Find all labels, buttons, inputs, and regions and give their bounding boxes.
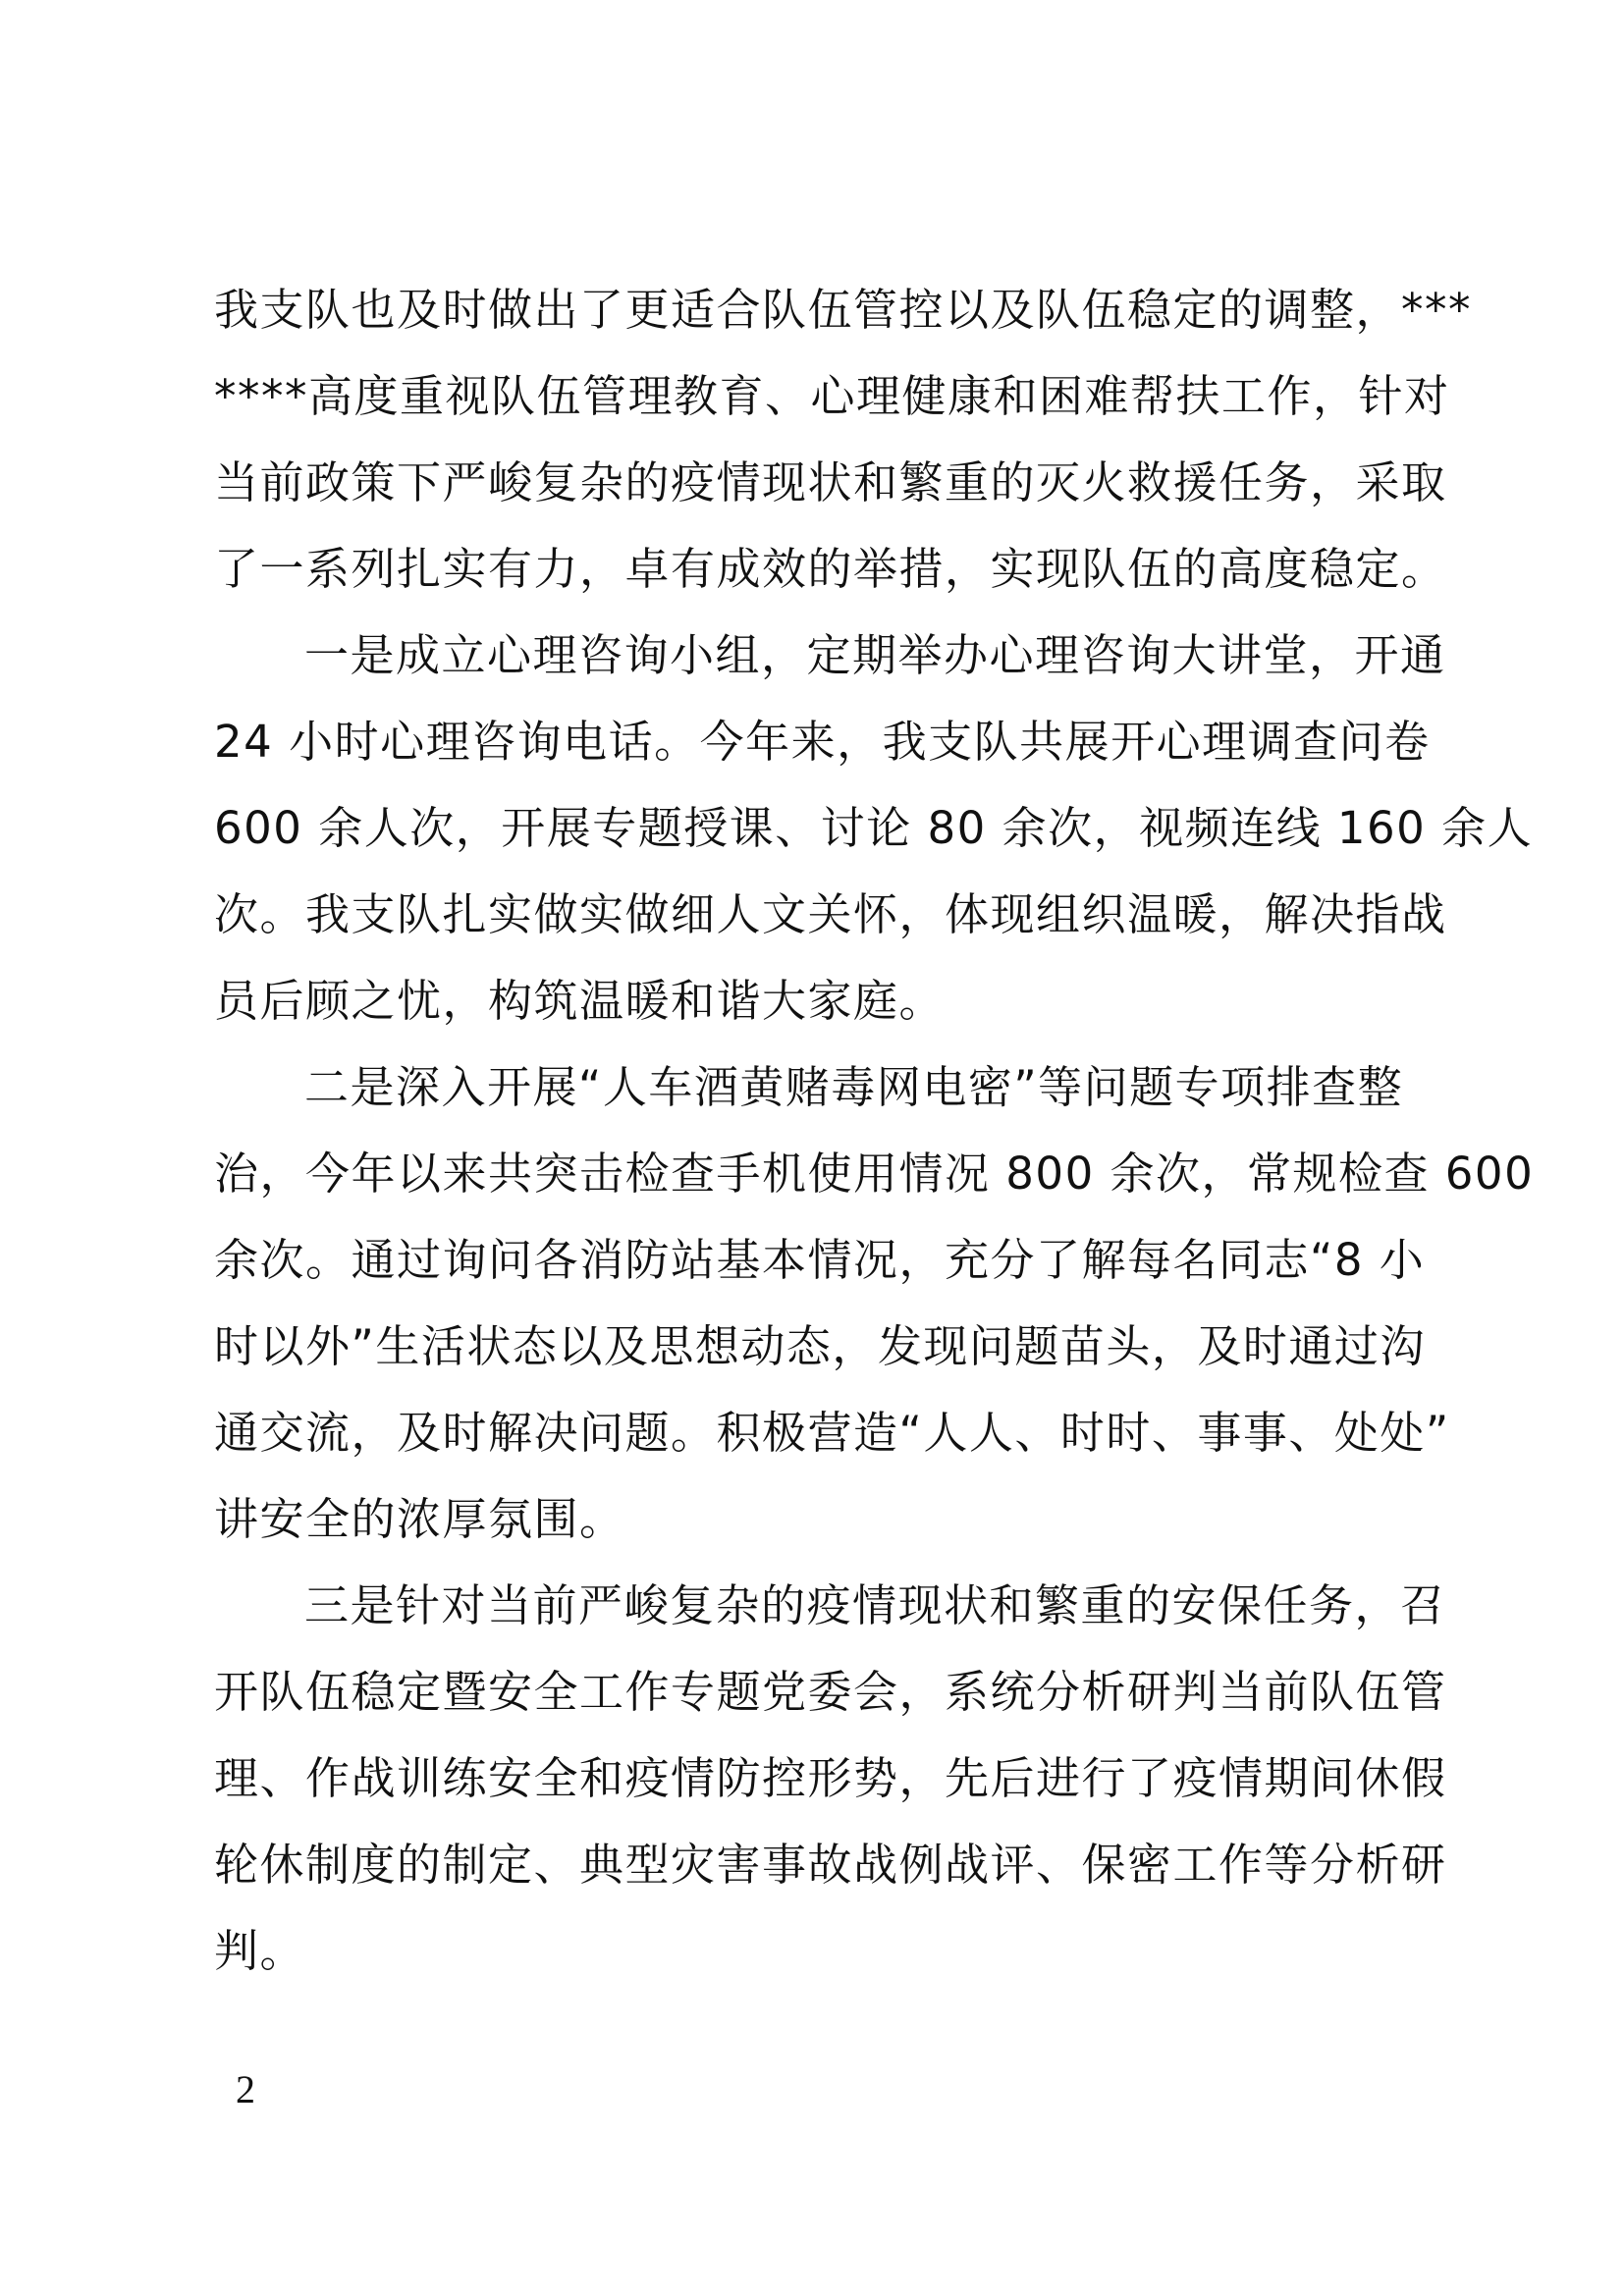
paragraph-point-two [214, 1044, 1535, 1563]
text-line: 次。我支队扎实做实做细人文关怀，体现组织温暖，解决指战 [214, 888, 1447, 940]
text-line: 治，今年以来共突击检查手机使用情况 800 余次，常规检查 600 [214, 1148, 1535, 1200]
paragraph-point-three [214, 1563, 1447, 1995]
text-line: 600 余人次，开展专题授课、讨论 80 余次，视频连线 160 余人 [214, 802, 1534, 854]
text-line: 通交流，及时解决问题。积极营造“人人、时时、事事、处处” [214, 1407, 1450, 1459]
text-line: 轮休制度的制定、典型灾害事故战例战评、保密工作等分析研 [214, 1839, 1447, 1891]
text-line: 讲安全的浓厚氛围。 [214, 1493, 625, 1545]
text-line: 当前政策下严峻复杂的疫情现状和繁重的灭火救援任务，采取 [214, 456, 1447, 508]
text-line: 员后顾之忧，构筑温暖和谐大家庭。 [214, 975, 946, 1027]
text-line: 24 小时心理咨询电话。今年来，我支队共展开心理调查问卷 [214, 716, 1431, 768]
text-line: 时以外”生活状态以及思想动态，发现问题苗头，及时通过沟 [214, 1320, 1426, 1372]
text-line: ****高度重视队伍管理教育、心理健康和困难帮扶工作，针对 [214, 370, 1450, 422]
page-number: 2 [236, 2067, 255, 2111]
text-line: 三是针对当前严峻复杂的疫情现状和繁重的安保任务，召 [304, 1579, 1446, 1631]
text-line: 二是深入开展“人车酒黄赌毒网电密”等问题专项排查整 [304, 1061, 1404, 1113]
text-line: 开队伍稳定暨安全工作专题党委会，系统分析研判当前队伍管 [214, 1666, 1447, 1718]
text-line: 判。 [214, 1925, 306, 1977]
text-line: 一是成立心理咨询小组，定期举办心理咨询大讲堂，开通 [304, 629, 1446, 681]
text-line: 了一系列扎实有力，卓有成效的举措，实现队伍的高度稳定。 [214, 543, 1447, 595]
paragraph-intro [214, 267, 1473, 613]
text-line: 余次。通过询问各消防站基本情况，充分了解每名同志“8 小 [214, 1234, 1426, 1286]
text-line: 我支队也及时做出了更适合队伍管控以及队伍稳定的调整，*** [214, 284, 1473, 336]
paragraph-point-one [214, 613, 1534, 1044]
text-line: 理、作战训练安全和疫情防控形势，先后进行了疫情期间休假 [214, 1752, 1447, 1804]
body-text [214, 267, 1535, 1995]
